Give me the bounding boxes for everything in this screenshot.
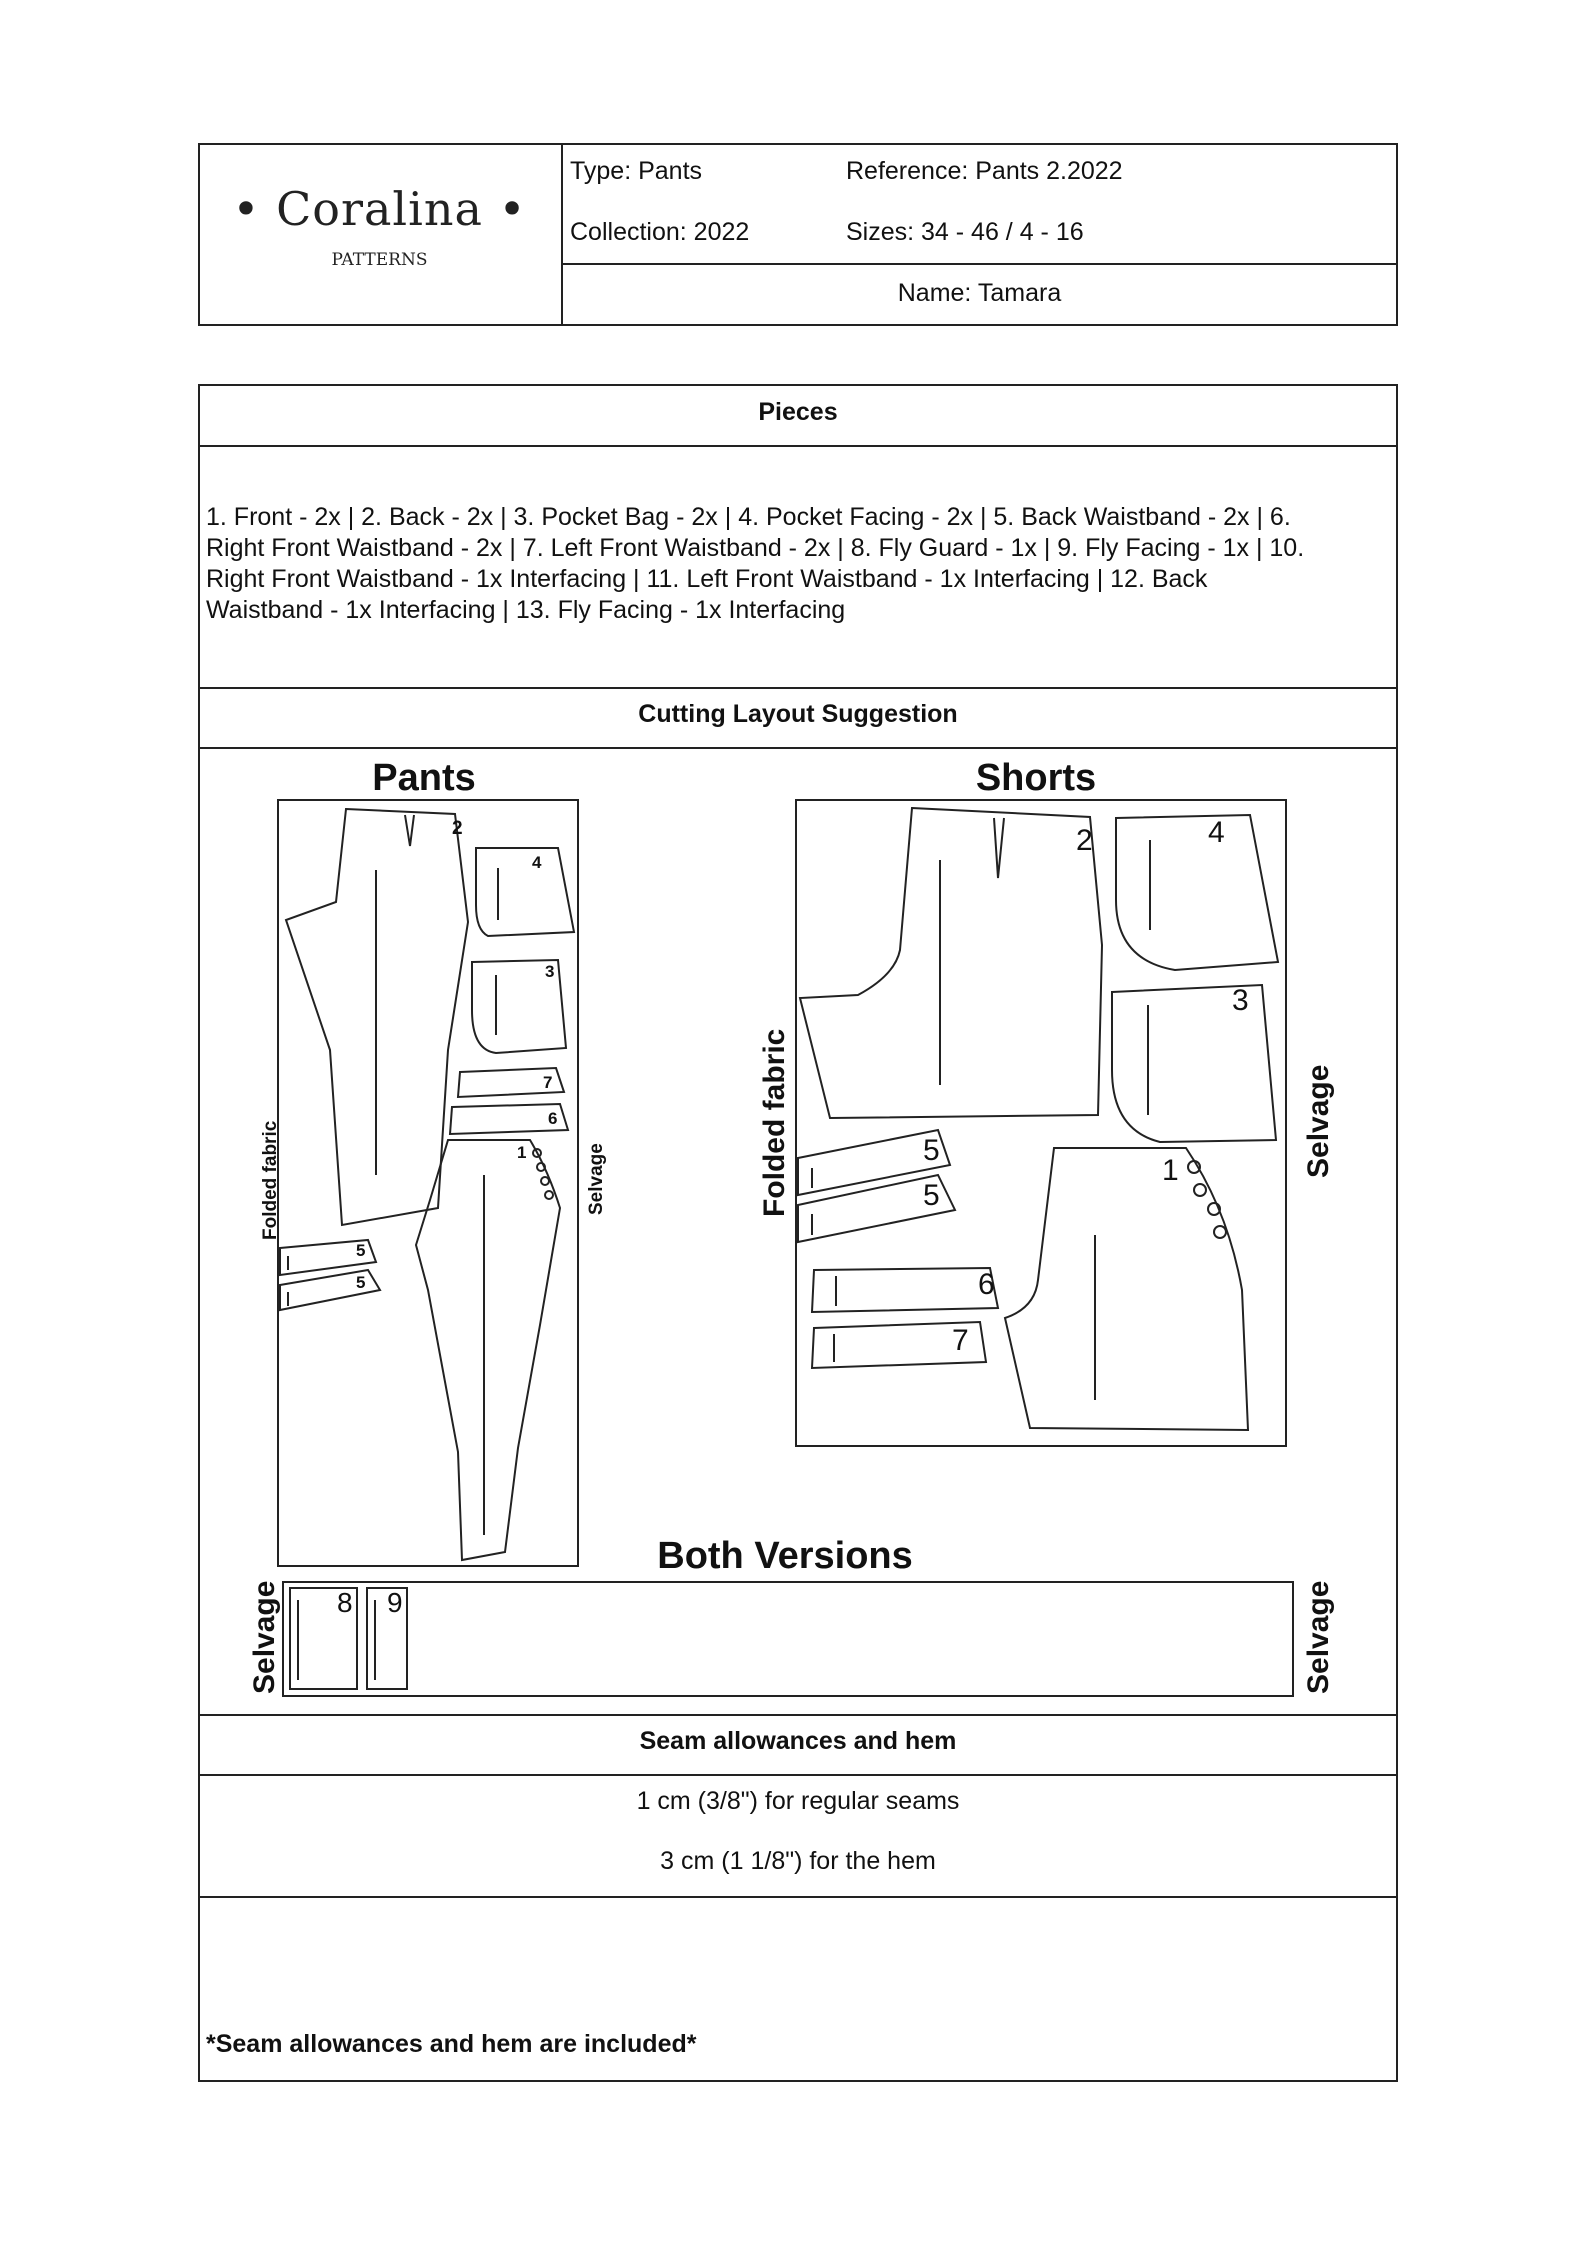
seams-heading: Seam allowances and hem <box>639 1727 957 1755</box>
both-left-selvage-label: Selvage <box>248 1580 281 1694</box>
divider-footer <box>198 1896 1398 1898</box>
pants-back-dart <box>405 815 414 846</box>
pants-piece-pocket-facing <box>476 848 574 936</box>
pants-button-3 <box>541 1177 549 1185</box>
pieces-line-4: Waistband - 1x Interfacing | 13. Fly Facing - 1x Interfacing <box>206 596 846 624</box>
brand-logo: • Coralina • <box>232 182 527 236</box>
pants-num-4: 4 <box>532 853 542 872</box>
shorts-back-dart <box>994 818 1004 878</box>
seams-regular: 1 cm (3/8") for regular seams <box>636 1787 960 1815</box>
shorts-num-3: 3 <box>1232 984 1249 1017</box>
both-num-9: 9 <box>387 1587 403 1618</box>
brand-subtitle: PATTERNS <box>331 250 428 270</box>
shorts-num-7: 7 <box>952 1324 969 1357</box>
shorts-button-4 <box>1214 1226 1226 1238</box>
included-note: *Seam allowances and hem are included* <box>206 2030 697 2058</box>
layout-heading: Cutting Layout Suggestion <box>638 700 958 728</box>
shorts-piece-back <box>800 808 1102 1118</box>
pants-num-2: 2 <box>452 818 463 839</box>
pants-title: Pants <box>372 757 476 799</box>
shorts-num-1: 1 <box>1162 1154 1179 1187</box>
pants-num-3: 3 <box>545 962 555 981</box>
pieces-line-2: Right Front Waistband - 2x | 7. Left Front Waistband - 2x | 8. Fly Guard - 1x | 9. Fly Facing - 1x | 10. <box>206 534 1305 562</box>
pieces-heading: Pieces <box>758 398 838 426</box>
pants-num-6: 6 <box>548 1109 558 1128</box>
pants-num-5b: 5 <box>356 1273 366 1292</box>
pants-button-4 <box>545 1191 553 1199</box>
shorts-title: Shorts <box>975 757 1097 799</box>
pants-num-1: 1 <box>517 1143 527 1162</box>
pants-fabric <box>278 800 578 1566</box>
shorts-piece-right-waistband <box>812 1268 998 1312</box>
shorts-fabric <box>796 800 1286 1446</box>
divider-seams-title <box>198 1774 1398 1776</box>
shorts-num-6: 6 <box>978 1268 995 1301</box>
both-right-selvage-label: Selvage <box>1302 1580 1335 1694</box>
seams-hem: 3 cm (1 1/8") for the hem <box>660 1847 936 1875</box>
shorts-num-5a: 5 <box>923 1134 940 1167</box>
sizes-field: Sizes: 34 - 46 / 4 - 16 <box>846 218 1084 246</box>
pieces-line-1: 1. Front - 2x | 2. Back - 2x | 3. Pocket Bag - 2x | 4. Pocket Facing - 2x | 5. Back Waistband - 2x | 6. <box>206 503 1291 531</box>
both-versions-fabric <box>283 1582 1293 1696</box>
pieces-line-3: Right Front Waistband - 1x Interfacing | 11. Left Front Waistband - 1x Interfacing | 12. Back <box>206 565 1208 593</box>
pants-selvage-label: Selvage <box>586 1143 607 1215</box>
name-field: Name: Tamara <box>897 279 1062 307</box>
collection-field: Collection: 2022 <box>570 218 750 246</box>
type-field: Type: Pants <box>570 157 703 185</box>
shorts-button-2 <box>1194 1184 1206 1196</box>
both-num-8: 8 <box>337 1587 353 1618</box>
shorts-piece-pocket-facing <box>1116 815 1278 970</box>
shorts-folded-label: Folded fabric <box>758 1028 791 1217</box>
shorts-piece-front <box>1005 1148 1248 1430</box>
reference-field: Reference: Pants 2.2022 <box>846 157 1123 185</box>
shorts-num-5b: 5 <box>923 1179 940 1212</box>
pants-num-7: 7 <box>543 1073 553 1092</box>
shorts-selvage-label: Selvage <box>1302 1064 1335 1178</box>
pants-num-5a: 5 <box>356 1241 366 1260</box>
shorts-num-2: 2 <box>1076 824 1093 857</box>
shorts-num-4: 4 <box>1208 816 1225 849</box>
both-versions-title: Both Versions <box>657 1535 913 1577</box>
pants-folded-label: Folded fabric <box>260 1120 281 1240</box>
shorts-piece-pocket-bag <box>1112 985 1276 1142</box>
divider-seams-top <box>198 1714 1398 1716</box>
